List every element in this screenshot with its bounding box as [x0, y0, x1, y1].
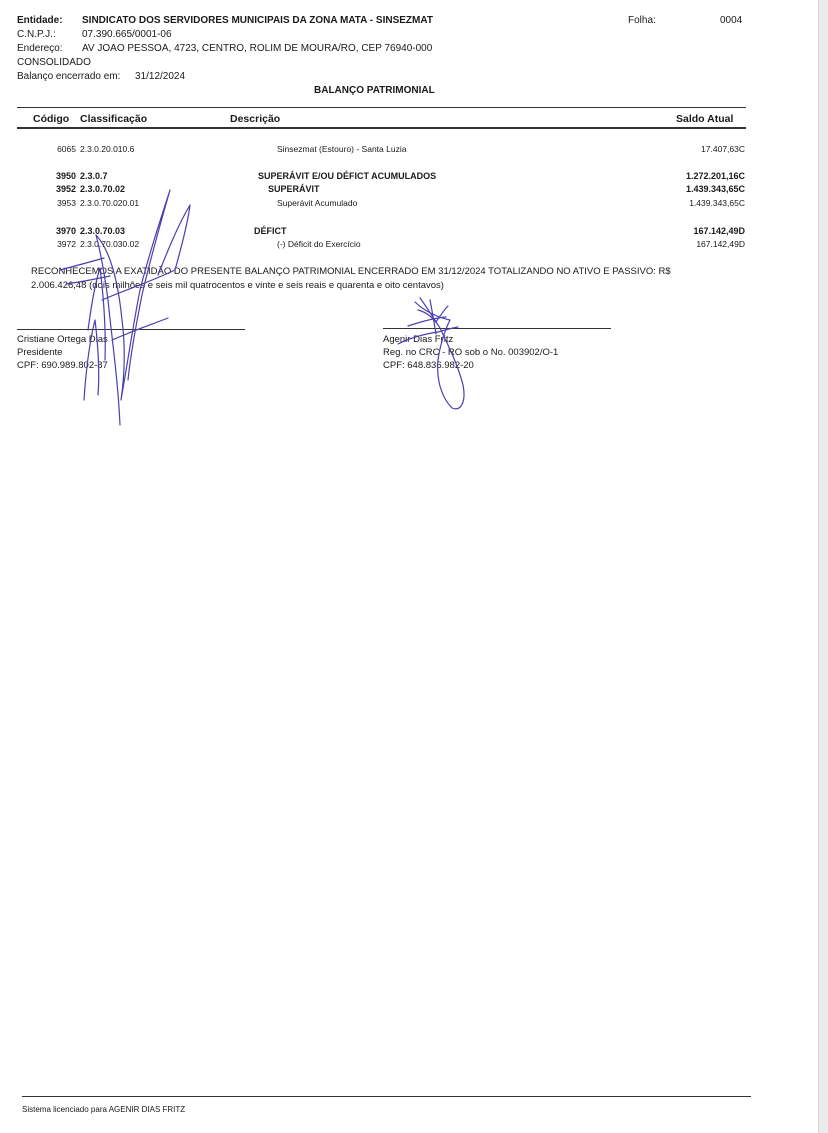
row-saldo: 1.272.201,16C: [685, 171, 745, 181]
row-saldo: 1.439.343,65C: [685, 184, 745, 194]
row-classificacao: 2.3.0.70.030.02: [80, 239, 140, 249]
signer-right-name: Agenir Dias Fritz: [383, 334, 454, 345]
row-codigo: 3953: [57, 198, 76, 208]
signer-left-doc: CPF: 690.989.802-87: [17, 360, 108, 371]
endereco-label: Endereço:: [17, 43, 63, 54]
signer-right-doc: CPF: 648.836.982-20: [383, 360, 474, 371]
signer-right-role: Reg. no CRC - RO sob o No. 003902/O-1: [383, 347, 559, 358]
row-saldo: 1.439.343,65C: [689, 198, 745, 208]
page-edge: [818, 0, 828, 1133]
row-codigo: 3952: [55, 184, 76, 194]
cnpj-value: 07.390.665/0001-06: [82, 29, 172, 40]
col-saldo: Saldo Atual: [676, 113, 734, 125]
row-codigo: 3972: [57, 239, 76, 249]
declaration-line-2: 2.006.426,48 (dois milhões e seis mil quatrocentos e vinte e seis reais e quarenta e oito centavos): [31, 280, 444, 291]
footer-rule: [22, 1096, 751, 1097]
col-codigo: Código: [33, 113, 70, 125]
handwritten-signatures: [0, 0, 818, 440]
balanco-label: Balanço encerrado em:: [17, 71, 121, 82]
balanco-date: 31/12/2024: [135, 71, 186, 82]
row-descricao: Sinsezmat (Estouro) - Santa Luzia: [277, 144, 407, 154]
row-descricao: (-) Déficit do Exercício: [277, 239, 361, 249]
row-saldo: 167.142,49D: [696, 239, 745, 249]
folha-label: Folha:: [628, 15, 656, 26]
row-classificacao: 2.3.0.7: [80, 171, 108, 181]
row-classificacao: 2.3.0.70.02: [80, 184, 126, 194]
row-classificacao: 2.3.0.70.020.01: [80, 198, 140, 208]
consolidado-label: CONSOLIDADO: [17, 57, 91, 68]
row-descricao: DÉFICT: [254, 226, 287, 236]
row-codigo: 6065: [57, 144, 76, 154]
row-descricao: Superávit Acumulado: [277, 198, 358, 208]
col-descricao: Descrição: [230, 113, 281, 125]
endereco-value: AV JOAO PESSOA, 4723, CENTRO, ROLIM DE MOURA/RO, CEP 76940-000: [82, 43, 433, 54]
cnpj-label: C.N.P.J.:: [17, 29, 56, 40]
table-header-rule: [17, 127, 746, 129]
row-saldo: 17.407,63C: [701, 144, 745, 154]
signer-left-name: Cristiane Ortega Dias: [17, 334, 108, 345]
row-classificacao: 2.3.0.70.03: [80, 226, 126, 236]
row-codigo: 3970: [55, 226, 76, 236]
row-saldo: 167.142,49D: [693, 226, 745, 236]
row-classificacao: 2.3.0.20.010.6: [80, 144, 135, 154]
entidade-label: Entidade:: [17, 15, 63, 26]
row-descricao: SUPERÁVIT: [268, 184, 320, 194]
row-descricao: SUPERÁVIT E/OU DÉFICT ACUMULADOS: [258, 171, 437, 181]
entidade-value: SINDICATO DOS SERVIDORES MUNICIPAIS DA ZONA MATA - SINSEZMAT: [82, 15, 433, 26]
folha-value: 0004: [720, 15, 743, 26]
footer-license: Sistema licenciado para AGENIR DIAS FRITZ: [22, 1105, 186, 1114]
signature-line-right: [383, 328, 611, 329]
signer-left-role: Presidente: [17, 347, 63, 358]
page-title: BALANÇO PATRIMONIAL: [314, 85, 435, 96]
table-top-rule: [17, 107, 746, 108]
col-classificacao: Classificação: [80, 113, 148, 125]
signature-line-left: [17, 329, 245, 330]
declaration-line-1: RECONHECEMOS A EXATIDÃO DO PRESENTE BALANÇO PATRIMONIAL ENCERRADO EM 31/12/2024 TOTALIZANDO NO ATIVO E PASSIVO: R$: [31, 266, 671, 277]
row-codigo: 3950: [55, 171, 76, 181]
